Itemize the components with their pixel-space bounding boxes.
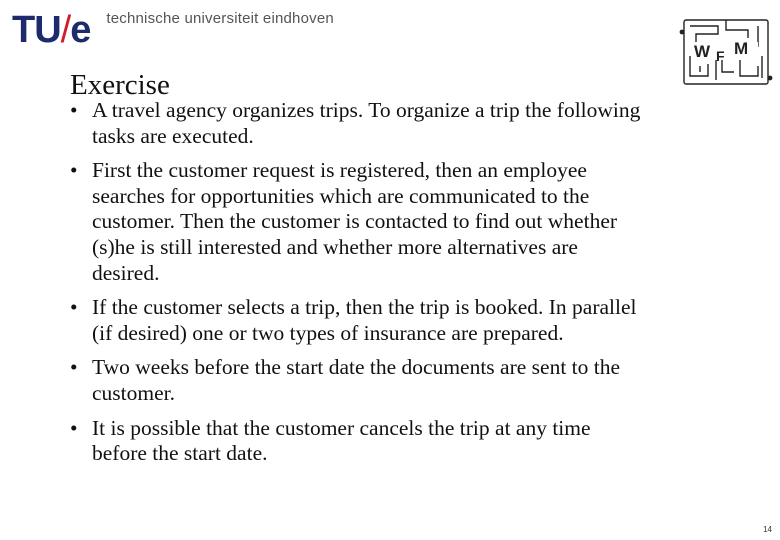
tue-logo-e: e (70, 9, 91, 51)
bullet-item (70, 355, 650, 406)
page-number: 14 (763, 525, 772, 534)
bullet-item (70, 158, 650, 286)
bullet-dot: • (70, 355, 78, 380)
bullet-text: If the customer selects a trip, then the trip is booked. In parallel (if desired) one or two types of insurance are prepared. (92, 295, 637, 345)
wfm-logo-f: F (716, 48, 725, 64)
bullet-item (70, 416, 650, 467)
bullet-text: First the customer request is registered, then an employee searches for opportunities which are communicated to the customer. Then the customer is contacted to find out whether (s)he is still interested and whether more alternatives are desired. (92, 158, 618, 285)
bullet-dot: • (70, 295, 78, 320)
tue-logo-slash: / (60, 9, 71, 51)
tue-logo-tu: TU (12, 9, 61, 51)
bullet-dot: • (70, 98, 78, 122)
bullet-item (70, 98, 650, 149)
bullet-list (70, 98, 650, 476)
tue-logo (12, 8, 334, 56)
slide-title: Exercise (70, 69, 170, 101)
wfm-logo-m: M (734, 39, 749, 58)
bullet-text: A travel agency organizes trips. To organize a trip the following tasks are executed. (92, 98, 641, 148)
bullet-dot: • (70, 415, 78, 440)
wfm-logo-w: W (694, 42, 711, 61)
bullet-text: It is possible that the customer cancels the trip at any time before the start date. (92, 415, 591, 466)
bullet-dot: • (70, 158, 78, 183)
institution-name: technische universiteit eindhoven (106, 10, 334, 27)
wfm-logo (678, 16, 774, 90)
tue-logo-mark (12, 8, 90, 52)
bullet-text: Two weeks before the start date the documents are sent to the customer. (92, 355, 621, 405)
wfm-logo-dot-left (680, 30, 685, 35)
bullet-item (70, 295, 650, 346)
wfm-logo-dot-right (768, 76, 773, 81)
